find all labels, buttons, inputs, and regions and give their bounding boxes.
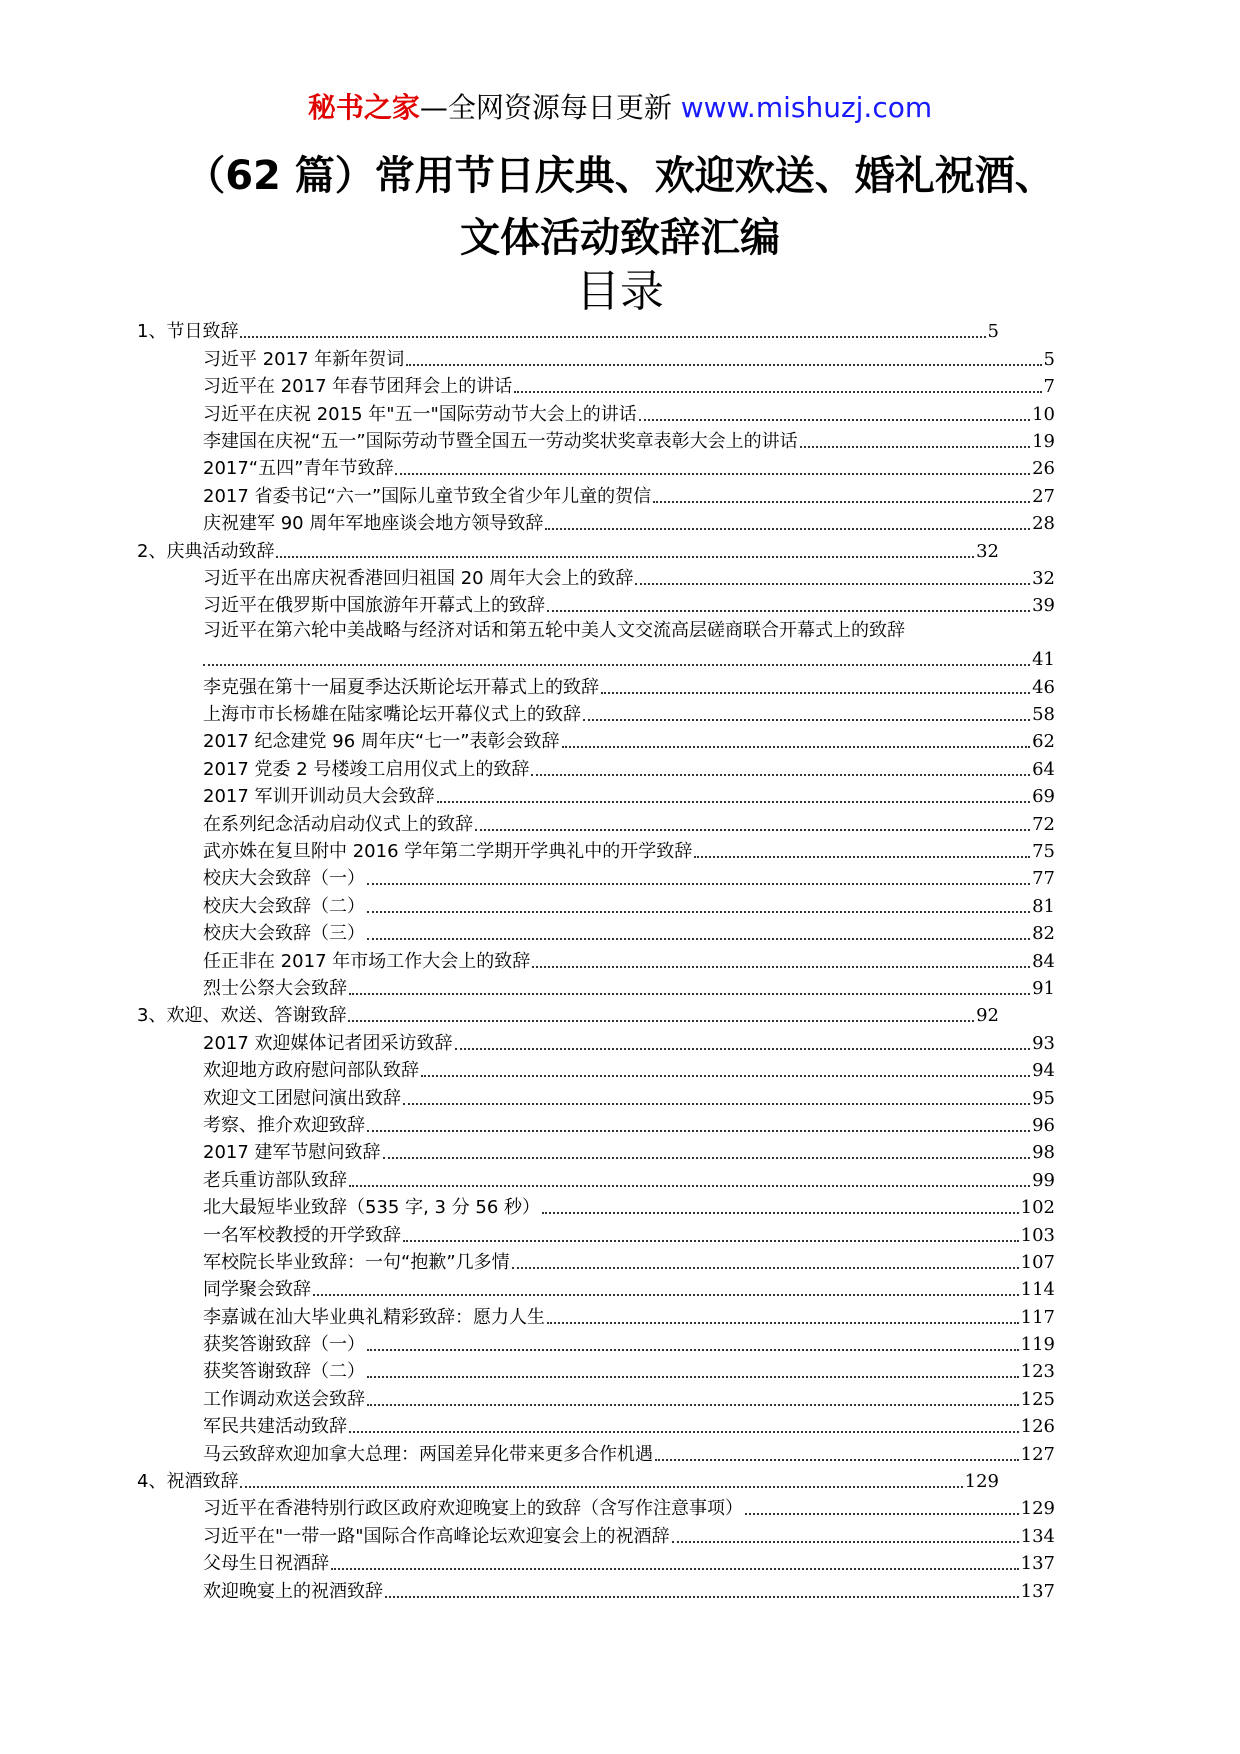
banner-brand: 秘书之家 — [307, 91, 420, 124]
dot-leader — [367, 911, 1030, 913]
document-title-line-1: （62 篇）常用节日庆典、欢迎欢送、婚礼祝酒、 — [185, 153, 1055, 199]
toc-section-row[interactable] — [137, 1466, 999, 1493]
dot-leader — [367, 1130, 1030, 1132]
toc-entry-row[interactable] — [203, 1192, 1055, 1219]
toc-entry-label: 习近平在第六轮中美战略与经济对话和第五轮中美人文交流高层磋商联合开幕式上的致辞 — [203, 620, 905, 642]
toc-page-number: 77 — [1032, 868, 1055, 890]
banner-url-link[interactable]: www.mishuzj.com — [680, 91, 933, 124]
toc-entry-label: 习近平在俄罗斯中国旅游年开幕式上的致辞 — [203, 595, 545, 617]
toc-page-number: 39 — [1032, 595, 1055, 617]
dot-leader — [421, 1075, 1030, 1077]
dot-leader — [800, 446, 1030, 448]
toc-entry-row[interactable] — [203, 781, 1055, 808]
toc-page-number: 123 — [1020, 1361, 1055, 1383]
toc-page-number: 129 — [1020, 1498, 1055, 1520]
dot-leader — [383, 1157, 1031, 1159]
toc-page-number: 125 — [1020, 1388, 1055, 1410]
toc-page-number: 7 — [1043, 376, 1055, 398]
toc-entry-label: 马云致辞欢迎加拿大总理：两国差异化带来更多合作机遇 — [203, 1443, 653, 1465]
dot-leader — [514, 391, 1041, 393]
toc-entry-row[interactable] — [203, 398, 1055, 425]
toc-entry-label: 一名军校教授的开学致辞 — [203, 1224, 401, 1246]
dot-leader — [395, 473, 1030, 475]
dot-leader — [583, 719, 1030, 721]
toc-entry-continuation — [203, 644, 1055, 671]
dot-leader — [385, 1596, 1019, 1598]
dot-leader — [240, 1486, 962, 1488]
dot-leader — [475, 829, 1030, 831]
toc-section-row[interactable] — [137, 535, 999, 562]
toc-page-number: 46 — [1032, 676, 1055, 698]
dot-leader — [403, 1240, 1019, 1242]
toc-entry-label: 校庆大会致辞（二） — [203, 895, 365, 917]
toc-page-number: 102 — [1020, 1197, 1055, 1219]
dot-leader — [545, 528, 1030, 530]
toc-entry-label: 上海市市长杨雄在陆家嘴论坛开幕仪式上的致辞 — [203, 704, 581, 726]
toc-entry-label: 欢迎晚宴上的祝酒致辞 — [203, 1580, 383, 1602]
dot-leader — [349, 1185, 1030, 1187]
dot-leader — [367, 1404, 1019, 1406]
toc-entry-row[interactable] — [203, 1137, 1055, 1164]
toc-entry-label: 2017“五四”青年节致辞 — [203, 458, 394, 480]
toc-entry-label: 2017 纪念建党 96 周年庆“七一”表彰会致辞 — [203, 731, 560, 753]
toc-page-number: 62 — [1032, 731, 1055, 753]
toc-page-number: 107 — [1020, 1251, 1055, 1273]
toc-entry-row[interactable] — [203, 726, 1055, 753]
toc-entry-row[interactable] — [203, 945, 1055, 972]
toc-entry-row[interactable] — [203, 808, 1055, 835]
toc-heading: 目录 — [576, 266, 664, 317]
toc-page-number: 32 — [976, 540, 999, 562]
toc-entry-row[interactable] — [203, 973, 1055, 1000]
toc-page-number: 41 — [1032, 649, 1055, 671]
toc-entry-row[interactable] — [203, 508, 1055, 535]
toc-page-number: 119 — [1020, 1334, 1055, 1356]
toc-entry-label: 校庆大会致辞（一） — [203, 868, 365, 890]
toc-entry-label: 2017 党委 2 号楼竣工启用仪式上的致辞 — [203, 758, 530, 780]
toc-page-number: 81 — [1032, 895, 1055, 917]
toc-entry-row[interactable] — [203, 1548, 1055, 1575]
toc-entry-label: 庆祝建军 90 周年军地座谈会地方领导致辞 — [203, 513, 544, 535]
toc-entry-label: 习近平 2017 年新年贺词 — [203, 348, 405, 370]
toc-section-row[interactable] — [137, 316, 999, 343]
toc-page-number: 93 — [1032, 1032, 1055, 1054]
dot-leader — [367, 883, 1030, 885]
toc-entry-row[interactable] — [203, 699, 1055, 726]
toc-entry-row[interactable] — [203, 836, 1055, 863]
toc-section-label: 2、庆典活动致辞 — [137, 540, 275, 562]
toc-entry-label: 李嘉诚在汕大毕业典礼精彩致辞：愿力人生 — [203, 1306, 545, 1328]
toc-page-number: 91 — [1032, 977, 1055, 999]
toc-entry-label: 2017 建军节慰问致辞 — [203, 1142, 381, 1164]
toc-page-number: 137 — [1020, 1580, 1055, 1602]
toc-entry-row[interactable] — [203, 1520, 1055, 1547]
toc-page-number: 98 — [1032, 1142, 1055, 1164]
dot-leader — [655, 1459, 1019, 1461]
toc-entry-label: 习近平在香港特别行政区政府欢迎晚宴上的致辞（含写作注意事项） — [203, 1498, 743, 1520]
dot-leader — [455, 1048, 1031, 1050]
toc-entry-row[interactable] — [203, 890, 1055, 917]
toc-entry-row[interactable] — [203, 426, 1055, 453]
toc-page-number: 99 — [1032, 1169, 1055, 1191]
dot-leader — [313, 1294, 1019, 1296]
toc-page-number: 84 — [1032, 950, 1055, 972]
toc-page-number: 28 — [1032, 513, 1055, 535]
toc-entry-label: 习近平在"一带一路"国际合作高峰论坛欢迎宴会上的祝酒辞 — [203, 1525, 670, 1547]
toc-page-number: 117 — [1020, 1306, 1055, 1328]
toc-entry-row[interactable] — [203, 1055, 1055, 1082]
toc-page-number: 27 — [1032, 485, 1055, 507]
dot-leader — [367, 1376, 1019, 1378]
toc-entry-label: 欢迎文工团慰问演出致辞 — [203, 1087, 401, 1109]
dot-leader — [601, 692, 1030, 694]
dot-leader — [653, 501, 1030, 503]
dot-leader — [349, 993, 1030, 995]
toc-section-row[interactable] — [137, 1000, 999, 1027]
dot-leader — [348, 1020, 974, 1022]
toc-entry-row[interactable] — [203, 1383, 1055, 1410]
toc-entry-row[interactable] — [203, 1411, 1055, 1438]
toc-entry-label: 获奖答谢致辞（一） — [203, 1334, 365, 1356]
toc-page-number: 92 — [976, 1005, 999, 1027]
table-of-contents — [0, 316, 1240, 1603]
toc-entry-label: 军民共建活动致辞 — [203, 1416, 347, 1438]
dot-leader — [547, 610, 1030, 612]
toc-entry-label: 父母生日祝酒辞 — [203, 1553, 329, 1575]
dot-leader — [542, 1212, 1019, 1214]
toc-entry-label: 北大最短毕业致辞（535 字, 3 分 56 秒） — [203, 1197, 541, 1219]
toc-entry-label: 任正非在 2017 年市场工作大会上的致辞 — [203, 950, 531, 972]
dot-leader — [437, 801, 1031, 803]
toc-page-number: 127 — [1020, 1443, 1055, 1465]
toc-entry-row[interactable] — [203, 918, 1055, 945]
dot-leader — [635, 583, 1030, 585]
dot-leader — [639, 419, 1030, 421]
toc-entry-row[interactable] — [203, 371, 1055, 398]
dot-leader — [672, 1541, 1019, 1543]
dot-leader — [331, 1568, 1019, 1570]
toc-entry-row[interactable] — [203, 1247, 1055, 1274]
dot-leader — [531, 774, 1030, 776]
toc-entry-label: 获奖答谢致辞（二） — [203, 1361, 365, 1383]
toc-page-number: 129 — [964, 1471, 999, 1493]
toc-entry-label: 2017 军训开训动员大会致辞 — [203, 786, 435, 808]
dot-leader — [276, 556, 974, 558]
toc-entry-label: 李克强在第十一届夏季达沃斯论坛开幕式上的致辞 — [203, 676, 599, 698]
toc-entry-row[interactable] — [203, 1493, 1055, 1520]
dot-leader — [532, 966, 1030, 968]
toc-page-number: 5 — [987, 321, 999, 343]
toc-entry-label: 2017 省委书记“六一”国际儿童节致全省少年儿童的贺信 — [203, 485, 652, 507]
toc-entry-row[interactable] — [203, 1356, 1055, 1383]
toc-entry-row[interactable] — [203, 453, 1055, 480]
toc-entry-label: 习近平在 2017 年春节团拜会上的讲话 — [203, 376, 513, 398]
toc-page-number: 114 — [1020, 1279, 1055, 1301]
toc-section-label: 4、祝酒致辞 — [137, 1471, 239, 1493]
toc-entry-label: 老兵重访部队致辞 — [203, 1169, 347, 1191]
site-banner — [0, 88, 1240, 128]
toc-entry-row[interactable] — [203, 480, 1055, 507]
toc-entry-row[interactable] — [203, 617, 1055, 671]
toc-entry-row[interactable] — [203, 1219, 1055, 1246]
document-title-line-2: 文体活动致辞汇编 — [460, 215, 780, 261]
toc-page-number: 126 — [1020, 1416, 1055, 1438]
dot-leader — [403, 1103, 1030, 1105]
toc-page-number: 82 — [1032, 923, 1055, 945]
toc-section-label: 1、节日致辞 — [137, 321, 239, 343]
toc-entry-row[interactable] — [203, 563, 1055, 590]
dot-leader — [406, 364, 1041, 366]
toc-page-number: 19 — [1032, 430, 1055, 452]
toc-entry-row[interactable] — [203, 590, 1055, 617]
toc-page-number: 10 — [1032, 403, 1055, 425]
toc-entry-label: 2017 欢迎媒体记者团采访致辞 — [203, 1032, 453, 1054]
toc-page-number: 95 — [1032, 1087, 1055, 1109]
toc-entry-row[interactable] — [203, 1082, 1055, 1109]
toc-page-number: 134 — [1020, 1525, 1055, 1547]
toc-entry-row[interactable] — [203, 863, 1055, 890]
toc-entry-row[interactable] — [203, 1301, 1055, 1328]
dot-leader — [203, 664, 1030, 666]
toc-entry-label: 习近平在出席庆祝香港回归祖国 20 周年大会上的致辞 — [203, 567, 634, 589]
dot-leader — [694, 856, 1030, 858]
dot-leader — [512, 1267, 1019, 1269]
toc-entry-row[interactable] — [203, 671, 1055, 698]
toc-entry-row[interactable] — [203, 753, 1055, 780]
toc-page-number: 26 — [1032, 458, 1055, 480]
dot-leader — [745, 1513, 1019, 1515]
toc-entry-label: 欢迎地方政府慰问部队致辞 — [203, 1060, 419, 1082]
toc-entry-row[interactable] — [203, 1575, 1055, 1602]
dot-leader — [349, 1431, 1019, 1433]
dot-leader — [240, 336, 985, 338]
toc-entry-row[interactable] — [203, 1164, 1055, 1191]
toc-entry-label: 校庆大会致辞（三） — [203, 923, 365, 945]
toc-page-number: 32 — [1032, 567, 1055, 589]
toc-entry-label: 李建国在庆祝“五一”国际劳动节暨全国五一劳动奖状奖章表彰大会上的讲话 — [203, 430, 798, 452]
toc-entry-label: 在系列纪念活动启动仪式上的致辞 — [203, 813, 473, 835]
toc-page-number: 64 — [1032, 758, 1055, 780]
toc-entry-row[interactable] — [203, 1110, 1055, 1137]
toc-page-number: 94 — [1032, 1060, 1055, 1082]
banner-slogan: —全网资源每日更新 — [419, 91, 681, 124]
toc-page-number: 72 — [1032, 813, 1055, 835]
toc-entry-row[interactable] — [203, 1027, 1055, 1054]
toc-page-number: 58 — [1032, 704, 1055, 726]
toc-page-number: 75 — [1032, 841, 1055, 863]
toc-entry-label: 军校院长毕业致辞：一句“抱歉”几多情 — [203, 1251, 510, 1273]
toc-section-label: 3、欢迎、欢送、答谢致辞 — [137, 1005, 347, 1027]
toc-page-number: 137 — [1020, 1553, 1055, 1575]
toc-entry-row[interactable] — [203, 1438, 1055, 1465]
toc-entry-row[interactable] — [203, 1329, 1055, 1356]
toc-entry-label: 同学聚会致辞 — [203, 1279, 311, 1301]
toc-page-number: 5 — [1043, 348, 1055, 370]
toc-entry-label: 习近平在庆祝 2015 年"五一"国际劳动节大会上的讲话 — [203, 403, 637, 425]
dot-leader — [367, 938, 1030, 940]
dot-leader — [547, 1322, 1019, 1324]
toc-entry-label: 考察、推介欢迎致辞 — [203, 1114, 365, 1136]
toc-page-number: 103 — [1020, 1224, 1055, 1246]
toc-entry-row[interactable] — [203, 1274, 1055, 1301]
dot-leader — [367, 1349, 1019, 1351]
toc-entry-label: 工作调动欢送会致辞 — [203, 1388, 365, 1410]
toc-entry-label: 烈士公祭大会致辞 — [203, 977, 347, 999]
toc-entry-row[interactable] — [203, 343, 1055, 370]
dot-leader — [562, 746, 1031, 748]
toc-entry-label: 武亦姝在复旦附中 2016 学年第二学期开学典礼中的开学致辞 — [203, 841, 693, 863]
toc-page-number: 69 — [1032, 786, 1055, 808]
toc-page-number: 96 — [1032, 1114, 1055, 1136]
